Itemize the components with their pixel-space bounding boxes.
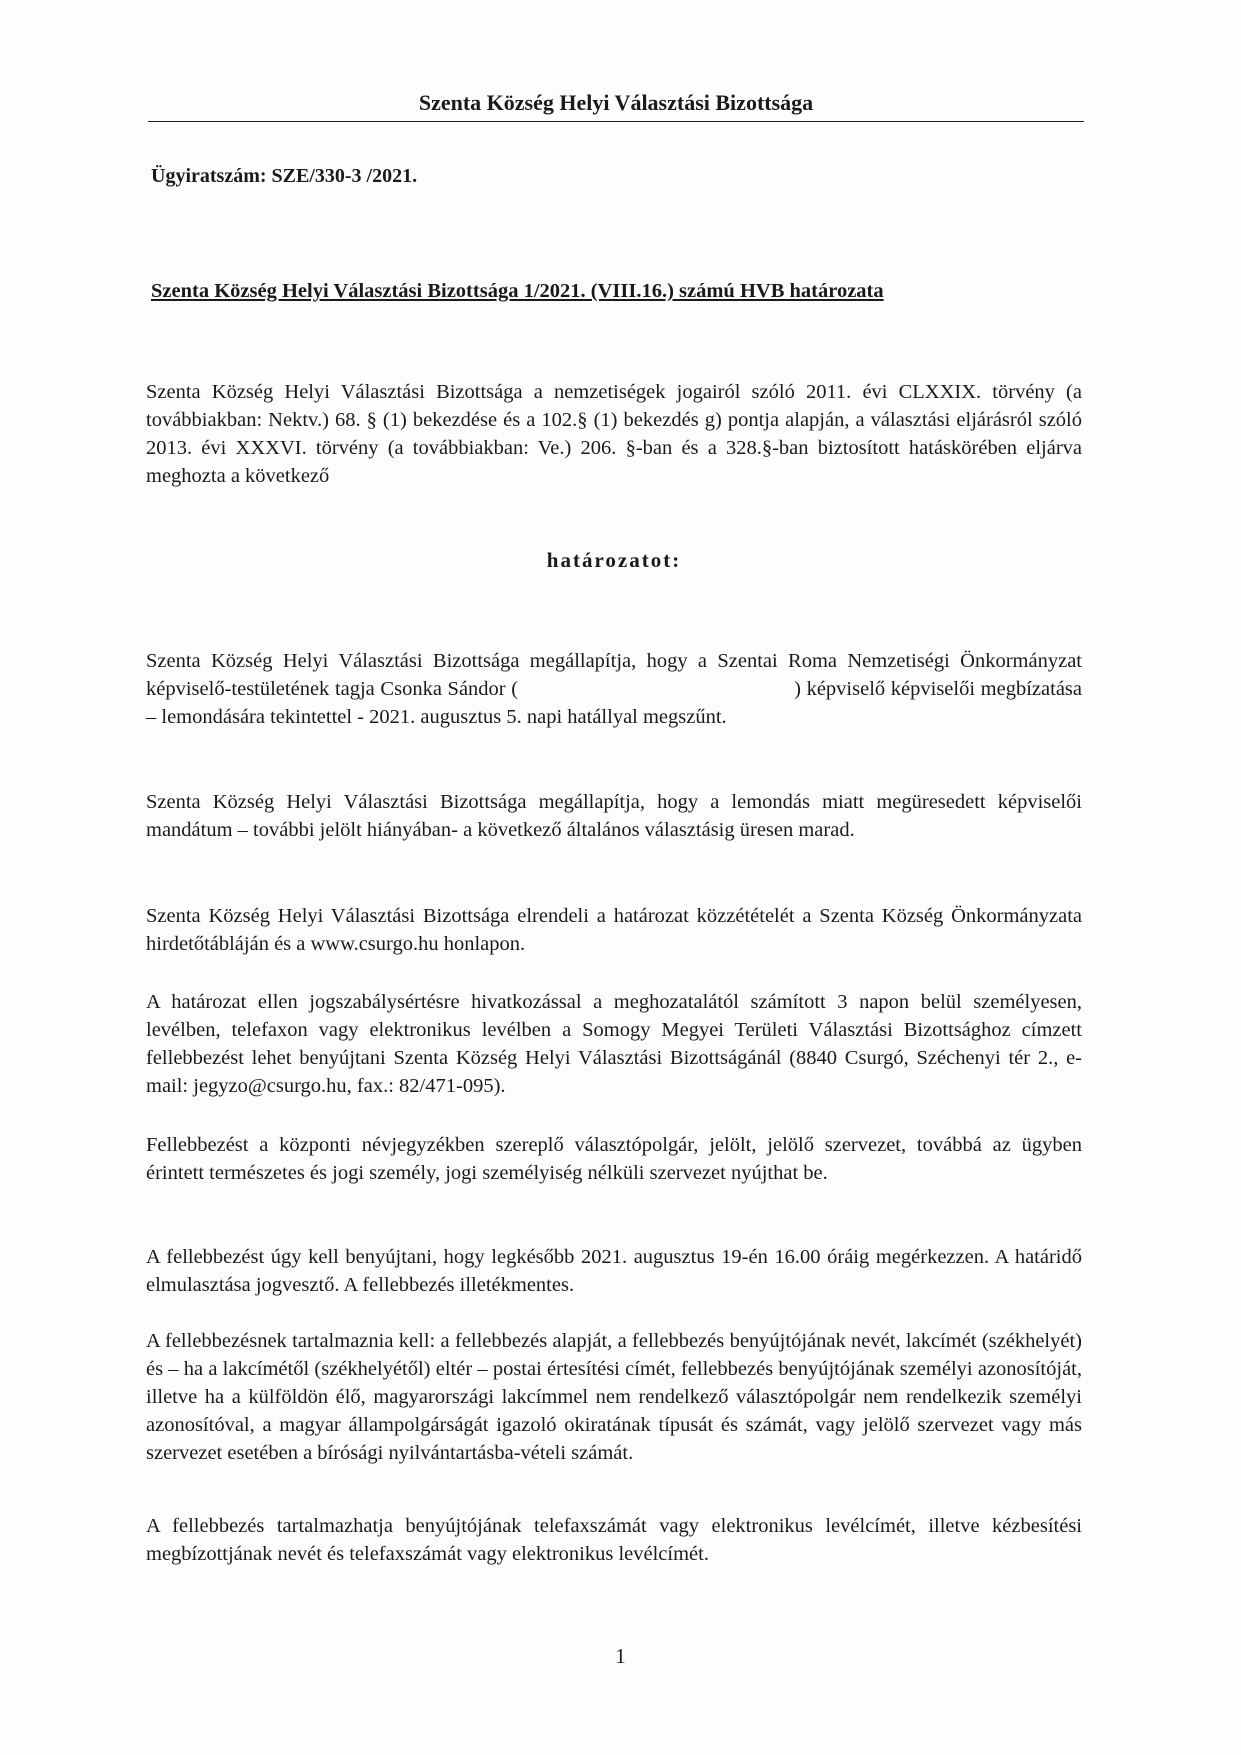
- page-number: 1: [615, 1644, 626, 1668]
- paragraph-2: Szenta Község Helyi Választási Bizottsága megállapítja, hogy a lemondás miatt megüresedett képviselői mandátum – további jelölt hiányában- a következő általános választásig üresen marad.: [146, 791, 1082, 841]
- header-title: Szenta Község Helyi Választási Bizottsága: [418, 90, 814, 115]
- paragraph-3: Szenta Község Helyi Választási Bizottsága elrendeli a határozat közzétételét a Szenta Község Önkormányzata hirdetőtábláján és a www.csurgo.hu honlapon.: [146, 905, 1082, 955]
- paragraph-6: A fellebbezést úgy kell benyújtani, hogy legkésőbb 2021. augusztus 19-én 16.00 óráig megérkezzen. A határidő elmulasztása jogvesztő. A fellebbezés illetékmentes.: [146, 1246, 1082, 1296]
- resolution-title: Szenta Község Helyi Választási Bizottsága 1/2021. (VIII.16.) számú HVB határozata: [151, 280, 884, 302]
- paragraph-7: A fellebbezésnek tartalmaznia kell: a fellebbezés alapját, a fellebbezés benyújtójának nevét, lakcímét (székhelyét) és – ha a lakcímétől (székhelyétől) eltér – postai értesítési címét, fellebbezés benyújtójának személyi azonosítóját, illetve ha a külföldön élő, magyarországi lakcímmel nem rendelkező választópolgár nem rendelkezik személyi azonosítóval, a magyar állampolgárságát igazoló okiratának típusát és számát, vagy jelölő szervezet vagy más szervezet esetében a bírósági nyilvántartásba-vételi számát.: [146, 1330, 1082, 1464]
- intro-paragraph: Szenta Község Helyi Választási Bizottsága a nemzetiségek jogairól szóló 2011. évi CLXXIX. törvény (a továbbiakban: Nektv.) 68. § (1) bekezdése és a 102.§ (1) bekezdés g) pontja alapján, a választási eljárásról szóló 2013. évi XXXVI. törvény (a továbbiakban: Ve.) 206. §-ban és a 328.§-ban biztosított hatáskörében eljárva meghozta a következő: [146, 381, 1082, 487]
- decision-heading: határozatot:: [546, 548, 682, 572]
- paragraph-8: A fellebbezés tartalmazhatja benyújtójának telefaxszámát vagy elektronikus levélcímét, illetve kézbesítési megbízottjának nevét és telefaxszámát vagy elektronikus levélcímét.: [146, 1515, 1082, 1565]
- paragraph-4: A határozat ellen jogszabálysértésre hivatkozással a meghozatalától számított 3 napon belül személyesen, levélben, telefaxon vagy elektronikus levélben a Somogy Megyei Területi Választási Bizottsághoz címzett fellebbezést lehet benyújtani Szenta Község Helyi Választási Bizottságánál (8840 Csurgó, Széchenyi tér 2., e-mail: jegyzo@csurgo.hu, fax.: 82/471-095).: [146, 991, 1082, 1097]
- case-number: Ügyiratszám: SZE/330-3 /2021.: [151, 165, 418, 187]
- paragraph-1-end: ) képviselő képviselői megbízatása – lemondására tekintettel - 2021. augusztus 5. napi hatállyal megszűnt.: [146, 678, 1082, 728]
- paragraph-1-start: Szenta Község Helyi Választási Bizottsága megállapítja, hogy a Szentai Roma Nemzetiségi Önkormányzat képviselő-testületének tagja Csonka Sándor (: [146, 650, 1082, 700]
- paragraph-5: Fellebbezést a központi névjegyzékben szereplő választópolgár, jelölt, jelölő szervezet, továbbá az ügyben érintett természetes és jogi személy, jogi személyiség nélküli szervezet nyújthat be.: [146, 1134, 1082, 1184]
- header-divider: [148, 121, 1084, 122]
- paragraph-1: [146, 647, 1082, 731]
